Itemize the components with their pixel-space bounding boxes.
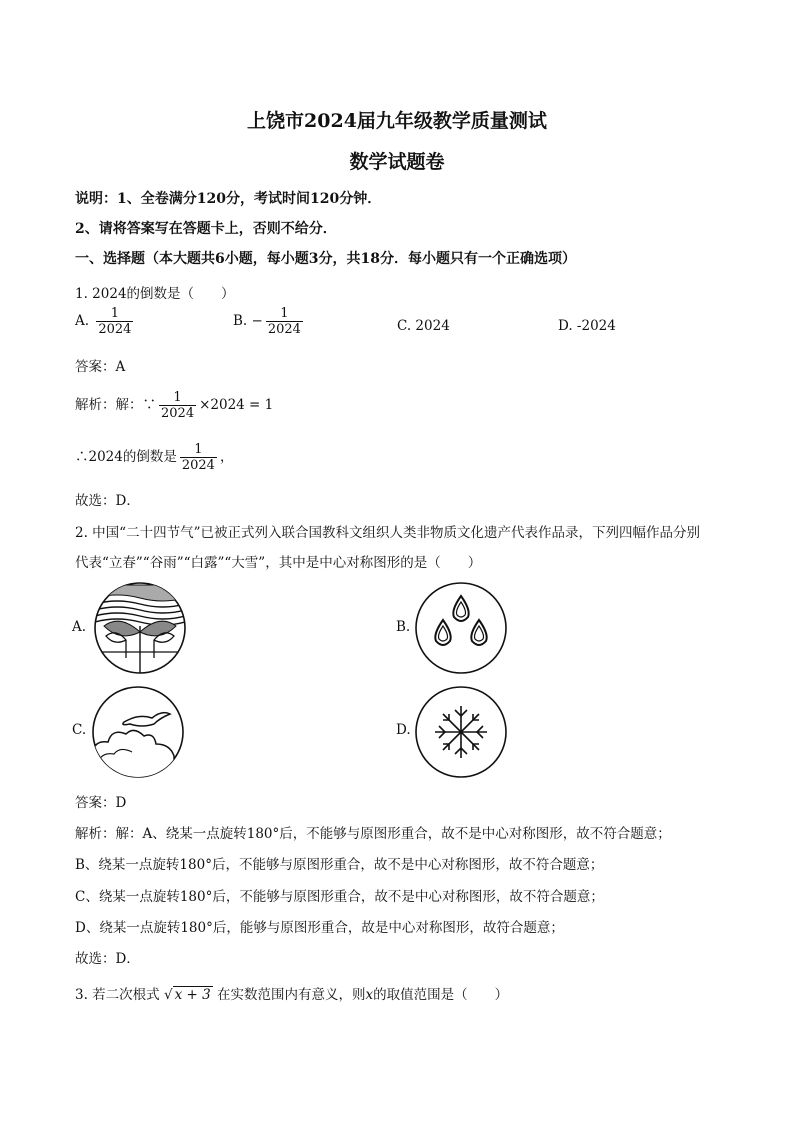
q1-option-c: C. 2024 — [397, 318, 450, 334]
q2-option-c-label: C. — [72, 722, 87, 738]
note-2: 2、请将答案写在答题卡上，否则不给分． — [75, 221, 337, 237]
q2-answer: 答案：D — [75, 795, 127, 811]
q2-option-b-label: B. — [396, 619, 411, 635]
q2-explanation-line: B、绕某一点旋转180°后，不能够与原图形重合，故不是中心对称图形，故不符合题意； — [75, 857, 604, 873]
q1-explanation-2: ∴2024的倒数是 $\frac{1}{2024}$ ， — [75, 442, 234, 473]
q1-option-a — [75, 306, 136, 337]
section-heading: 一、选择题（本大题共6小题，每小题3分，共18分．每小题只有一个正确选项） — [75, 251, 576, 267]
snowflake-image — [413, 684, 509, 780]
q2-explanation-line: D、绕某一点旋转180°后，能够与原图形重合，故是中心对称图形，故符合题意； — [75, 920, 564, 936]
q1-explanation: 解析：解：∵ $\frac{1}{2024}$ ×2024 = 1 — [75, 390, 274, 421]
q1-option-b — [233, 306, 306, 337]
q2-option-d-label: D. — [396, 722, 411, 738]
page-title: 上饶市2024届九年级教学质量测试 — [247, 110, 547, 132]
minus-sign: − — [251, 313, 263, 329]
q2-explanation-line: C、绕某一点旋转180°后，不能够与原图形重合，故不是中心对称图形，故不符合题意； — [75, 889, 604, 905]
q1-stem: 1. 2024的倒数是（ ） — [75, 286, 235, 302]
option-label: A. — [75, 313, 90, 329]
fraction: $\frac{1}{2024}$ — [161, 390, 195, 421]
q2-option-a-label: A. — [72, 619, 87, 635]
q3-stem: 3. 若二次根式 √ x + 3 在实数范围内有意义，则x的取值范围是（ ） — [75, 987, 509, 1003]
q2-explanation-line: 解析：解：A、绕某一点旋转180°后，不能够与原图形重合，故不是中心对称图形，故不符合题意； — [75, 826, 671, 842]
rain-drops-image — [413, 580, 509, 676]
note-1: 说明：1、全卷满分120分，考试时间120分钟． — [75, 191, 382, 207]
fraction: $\frac{1}{2024}$ — [267, 306, 301, 337]
q1-choose: 故选：D． — [75, 493, 140, 509]
q2-stem-2: 代表“立春”“谷雨”“白露”“大雪”，其中是中心对称图形的是（ ） — [75, 555, 482, 571]
fraction: $\frac{1}{2024}$ — [98, 306, 132, 337]
white-dew-image — [90, 684, 186, 780]
square-root: √ x + 3 — [163, 987, 211, 1003]
fraction: $\frac{1}{2024}$ — [181, 442, 215, 473]
spring-sprout-image — [90, 580, 190, 676]
q1-answer: 答案：A — [75, 359, 126, 375]
q1-option-d: D. -2024 — [558, 318, 616, 334]
q2-choose: 故选：D． — [75, 951, 140, 967]
option-label: B. — [233, 313, 248, 329]
q2-stem-1: 2. 中国“二十四节气”已被正式列入联合国教科文组织人类非物质文化遗产代表作品录，下列四幅作品分别 — [75, 525, 700, 541]
page-subtitle: 数学试题卷 — [349, 151, 445, 173]
